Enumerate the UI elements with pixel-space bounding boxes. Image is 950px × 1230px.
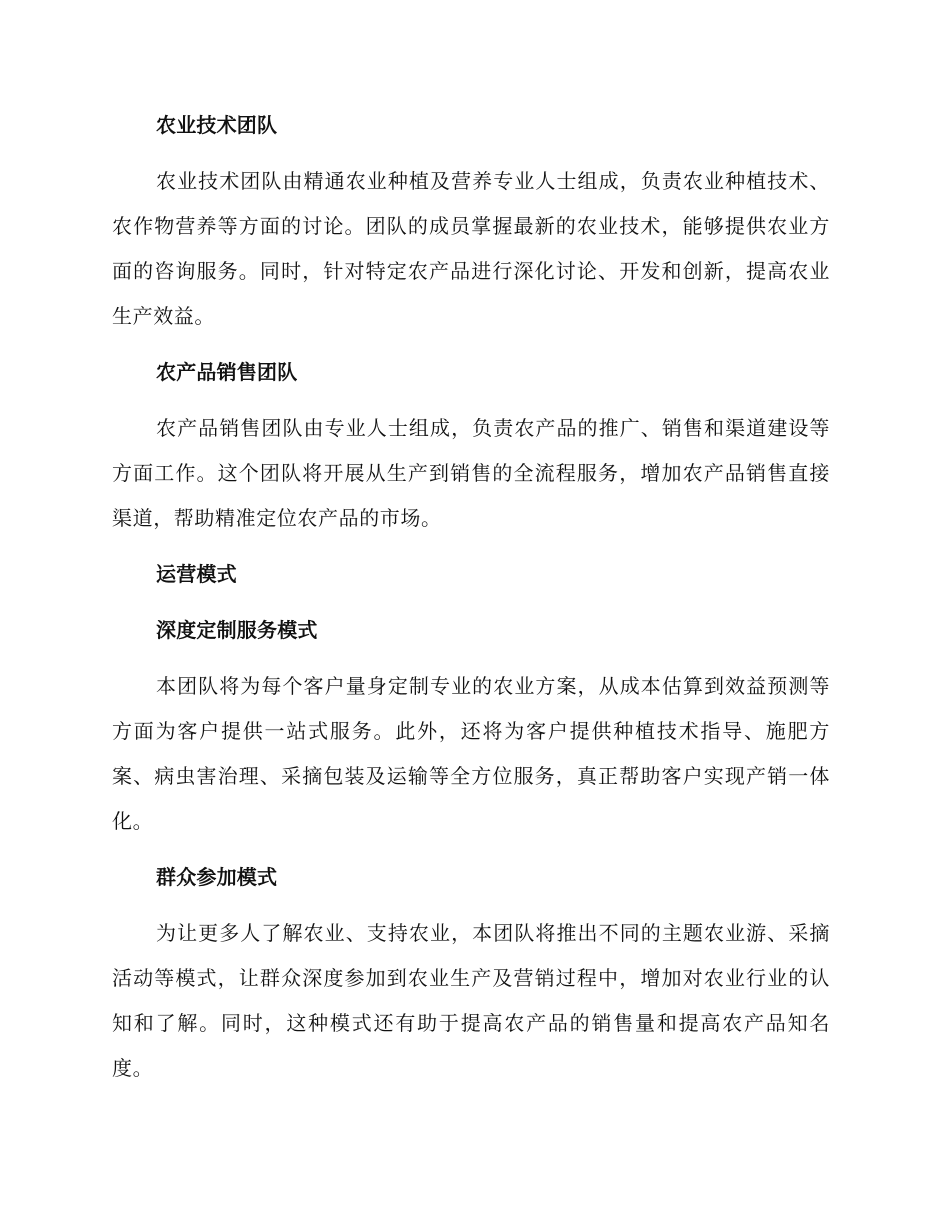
- document-body: [112, 110, 830, 1091]
- section-paragraph-sales-team: 农产品销售团队由专业人士组成，负责农产品的推广、销售和渠道建设等方面工作。这个团队将开展从生产到销售的全流程服务，增加农产品销售直接渠道，帮助精准定位农产品的市场。: [112, 416, 830, 530]
- section-heading-custom-service-mode: 深度定制服务模式: [156, 618, 318, 642]
- section-paragraph-public-participation-mode: 为让更多人了解农业、支持农业，本团队将推出不同的主题农业游、采摘活动等模式，让群众深度参加到农业生产及营销过程中，增加对农业行业的认知和了解。同时，这种模式还有助于提高农产品的销售量和提高农产品知名度。: [112, 921, 830, 1080]
- section-heading-sales-team: 农产品销售团队: [156, 360, 298, 384]
- section-paragraph-custom-service-mode: 本团队将为每个客户量身定制专业的农业方案，从成本估算到效益预测等方面为客户提供一站式服务。此外，还将为客户提供种植技术指导、施肥方案、病虫害治理、采摘包装及运输等全方位服务，真正帮助客户实现产销一体化。: [112, 674, 830, 833]
- section-heading-operation-mode: 运营模式: [156, 562, 237, 586]
- section-heading-public-participation-mode: 群众参加模式: [156, 865, 278, 889]
- section-heading-agri-tech-team: 农业技术团队: [156, 113, 278, 137]
- section-paragraph-agri-tech-team: 农业技术团队由精通农业种植及营养专业人士组成，负责农业种植技术、农作物营养等方面的讨论。团队的成员掌握最新的农业技术，能够提供农业方面的咨询服务。同时，针对特定农产品进行深化讨论、开发和创新，提高农业生产效益。: [112, 169, 830, 328]
